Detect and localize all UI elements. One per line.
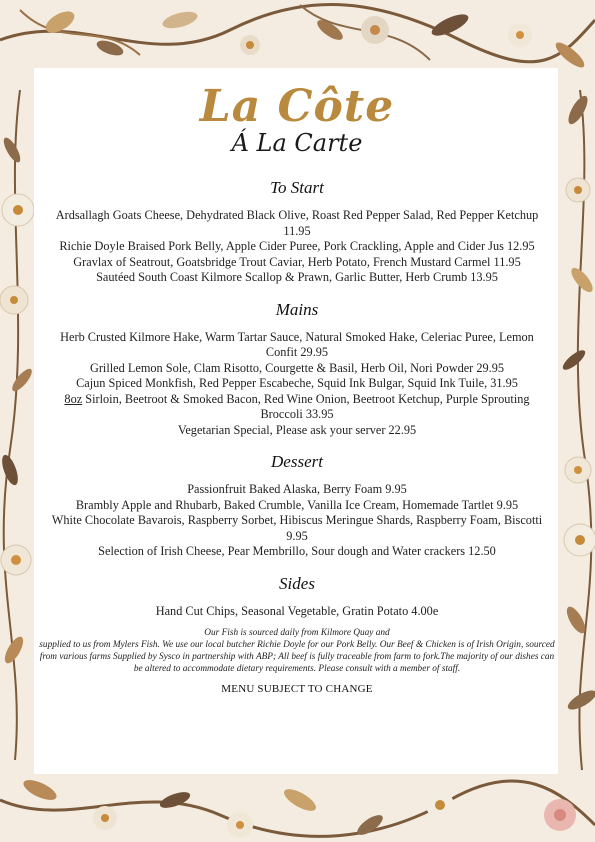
menu-item: Ardsallagh Goats Cheese, Dehydrated Black Olive, Roast Red Pepper Salad, Red Pepper Ketchup 11.95 (55, 208, 539, 238)
menu-item: Brambly Apple and Rhubarb, Baked Crumble, Vanilla Ice Cream, Homemade Tartlet 9.95 (75, 497, 519, 512)
menu-item: Gravlax of Seatrout, Goatsbridge Trout Caviar, Herb Potato, French Mustard Carmel 11.95 (73, 254, 521, 269)
menu-item: Richie Doyle Braised Pork Belly, Apple Cider Puree, Pork Crackling, Apple and Cider Jus 12.95 (59, 239, 535, 253)
sirloin-description: Sirloin, Beetroot & Smoked Bacon, Red Wine Onion, Beetroot Ketchup, Purple Sprouting Broccoli 33.95 (82, 391, 530, 421)
menu-subtitle: Á La Carte (231, 129, 363, 157)
sourcing-note-line1: Our Fish is sourced daily from Kilmore Quay and (204, 628, 390, 638)
menu-item: Hand Cut Chips, Seasonal Vegetable, Gratin Potato 4.00e (155, 603, 439, 618)
section-title-sides: Sides (279, 573, 315, 593)
menu-content (40, 78, 554, 758)
section-title-dessert: Dessert (271, 452, 323, 471)
menu-item: Sautéed South Coast Kilmore Scallop & Prawn, Garlic Butter, Herb Crumb 13.95 (96, 270, 498, 284)
menu-subject-to-change: MENU SUBJECT TO CHANGE (221, 683, 373, 695)
top-floral-garland (0, 5, 595, 72)
sirloin-size: 8oz (64, 391, 83, 406)
menu-item: Grilled Lemon Sole, Clam Risotto, Courgette & Basil, Herb Oil, Nori Powder 29.95 (89, 360, 505, 375)
menu-item: Vegetarian Special, Please ask your server 22.95 (177, 422, 417, 437)
menu-item: Herb Crusted Kilmore Hake, Warm Tartar Sauce, Natural Smoked Hake, Celeriac Puree, Lemon Confit 29.95 (60, 329, 534, 359)
menu-item: Passionfruit Baked Alaska, Berry Foam 9.95 (187, 482, 407, 496)
menu-item-sirloin (46, 392, 548, 423)
restaurant-name: La Côte (199, 81, 395, 132)
section-title-starters: To Start (270, 178, 324, 197)
right-floral-border (560, 90, 595, 770)
sourcing-note-line2: supplied to us from Mylers Fish. We use our local butcher Richie Doyle for our Pork Belly. Our Beef & Chicken is of Irish Origin, sourced from various farms Supplied by Sysco in partnership with ABP; All beef is fully traceable from farm to fork.The majority of our dishes can be altered to accommodate dietary requirements. Please consult with a member of staff. (39, 640, 555, 674)
menu-item: Selection of Irish Cheese, Pear Membrillo, Sour dough and Water crackers 12.50 (98, 544, 496, 558)
section-title-mains: Mains (275, 299, 319, 319)
bottom-floral-garland (0, 776, 595, 838)
menu-item: White Chocolate Bavarois, Raspberry Sorbet, Hibiscus Meringue Shards, Raspberry Foam, Biscotti 9.95 (51, 513, 543, 543)
sourcing-note (38, 627, 556, 675)
menu-item: Cajun Spiced Monkfish, Red Pepper Escabeche, Squid Ink Bulgar, Squid Ink Tuile, 31.95 (76, 376, 518, 390)
left-floral-border (0, 90, 35, 760)
